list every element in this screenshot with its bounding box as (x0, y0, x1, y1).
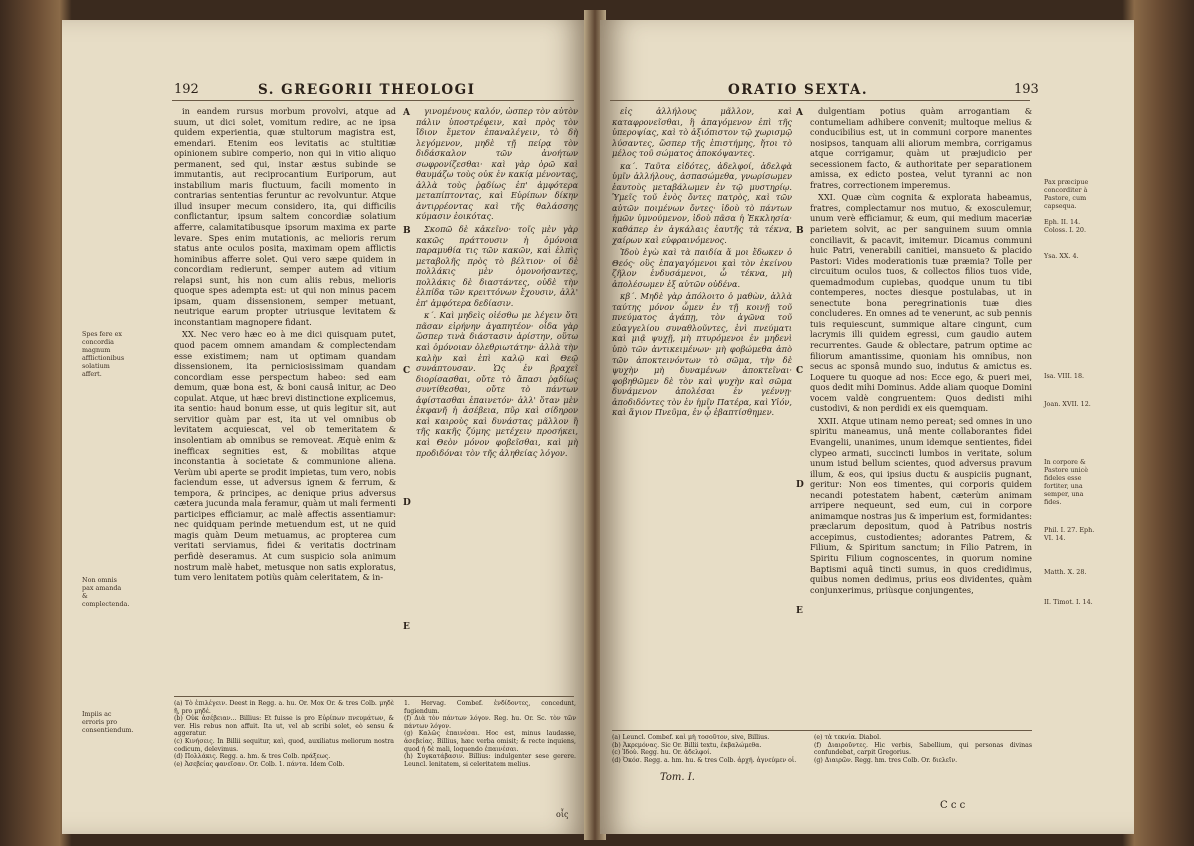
margin-note: Matth. X. 28. (1044, 568, 1087, 576)
footnote: (e) τὰ τεκνία. Diabol. (814, 734, 882, 741)
footnote: (g) Καλῶς ἐπαινέσαι. Hoc est, minus laudasse, ἀσεβείας. Billius, hæc verba omisit; & recte inquiens, quod ἡ δὲ mali, loquendo ἐπαινέσαι. (404, 730, 576, 753)
footnote: (b) Ἀκρεμόνας. Sic Or. Billii textu, ἐκβαλώμεθα. (612, 741, 762, 749)
paragraph: XXII. Atque utinam nemo pereat; sed omnes in uno spiritu maneamus, unâ mente collaborantes fidei Evangelii, unanimes, unum idemque sentientes, fidei clypeo armati, succincti lumbos in veritate, solum unum istud bellum scientes, quod adversus pravum illum, & eos, qui ipsius ductu & auspiciis pugnant, geritur: Non eos timentes, qui corporis quidem necandi potestatem habent, cæterùm animam arripere nequeunt, sed eum, cui in corpore animamque nostras jus & imperium est, formidantes: præclarum depositum, quod à Patribus nostris accepimus, custodientes; adorantes Patrem, & Filium, & Spiritum sanctum; in Filio Patrem, in Spiritu Filium cognoscentes, in quorum nomine Baptismi aquâ tincti sumus, in quos credidimus, quibus nomen dedimus, prius eos dividentes, quàm conjunxerimus, priùsque conjungentes, (810, 415, 1032, 595)
footnote: (d) Ὁκόσ. Regg. a. hm. hu. & tres Colb. ἀρχή. ἁγνεύμεν οἱ. (612, 756, 797, 764)
greek-column (416, 106, 578, 690)
greek-column (612, 106, 792, 726)
footnote: (a) Leuncl. Combef. καὶ μὴ τοσοῦτον, sive, Billius. (612, 734, 770, 741)
catchword: οἷς (556, 810, 569, 819)
margin-note: Joan. XVII. 12. (1044, 400, 1091, 408)
footnote: (c) Ἰδοὺ. Regg. hu. Or. ἀδελφοί. (612, 749, 712, 757)
footnote: (f) Διὰ τὸν πάντων λόγον. Reg. hu. Or. Sc. τὸν τῶν πάντων λόγον. (404, 715, 576, 730)
left-page (62, 20, 588, 834)
footnotes-left (174, 700, 394, 768)
line-letter: A (796, 108, 803, 118)
footnote: (h) Συγκατάβασιν. Billius: indulgenter sese gerere. Leuncl. lenitatem, si celeritatem melius. (404, 753, 576, 768)
paragraph: εἰς ἀλλήλους μᾶλλον, καὶ καταφρονεῖσθαι, ἢ ἀπαγόμενον ἐπὶ τῆς ὑπεροψίας, καὶ τὸ ἀξιόπιστον τῷ χωρισμῷ λύσαντες, ὥσπερ τῆς ἐπιστήμης, ἤτοι τὸ μέλος τοῦ σώματος ἀποκόψαντες. (612, 106, 792, 159)
footnote: (d) Πολλάκις. Regg. a. hm. & tres Colb. πράξεως. (174, 753, 331, 761)
running-head: S. GREGORII THEOLOGI (258, 82, 476, 98)
latin-column (810, 106, 1032, 726)
margin-note: Impiis ac erroris pro consentiendum. (82, 710, 134, 734)
margin-note: Ysa. XX. 4. (1044, 252, 1079, 260)
footnotes-left (612, 734, 802, 764)
header-rule (172, 100, 574, 101)
footnote: (c) Κινήσεις. In Billii sequitur, καὶ, quod, auxiliatus meliorum nostra codicum, delevimus. (174, 737, 394, 753)
footnote: (e) Ἀσεβείας φανεῖσαν. Or. Colb. 1. πάντα. Idem Colb. (174, 760, 345, 768)
paragraph: κα΄. Ταῦτα εἰδότες, ἀδελφοί, ἀδελφὰ ὑμῖν ἀλλήλους, ἀσπασώμεθα, γνωρίσωμεν ἑαυτοὺς μεταβάλωμεν ἐν τῷ μυστηρίῳ. Ὑμεῖς τοῦ ἑνὸς ὄντες πατρὸς, καὶ τῶν αὐτῶν ποιμένων ὄντες· ἰδοὺ τὸ πάντων ἡμῶν ὑμνούμενον, ἰδοὺ πᾶσα ἡ Ἐκκλησία· καθάπερ ἐν ἀγκάλαις ἑαυτῆς τὰ τέκνα, χαίρων καὶ εὐφραινόμενος. (612, 160, 792, 245)
footnote: (g) Διαιρῶν. Regg. hm. tres Colb. Or. διελεῖν. (814, 756, 958, 764)
margin-note: Pax præcipue concorditer à Pastore, cum capsequa. (1044, 178, 1089, 210)
margin-note: Eph. II. 14. Coloss. I. 20. (1044, 218, 1087, 234)
line-letter: E (796, 606, 803, 616)
right-page (600, 20, 1134, 834)
margin-note: Spes fere ex concordia magnum afflictionibus solatium affert. (82, 330, 125, 378)
margin-note: Non omnis pax amanda & complectenda. (82, 576, 130, 608)
page-number: 192 (174, 82, 199, 97)
paragraph: Σκοπῶ δὲ κἀκεῖνο· τοῖς μὲν γὰρ κακῶς πράττουσιν ἡ ὁμόνοια παραμυθία τις τῶν κακῶν, καὶ ἐλπὶς μεταβολῆς πρὸς τὸ βέλτιον· οἱ δὲ πολλάκις μὲν ὁμονοήσαντες, πολλάκις δὲ διαστάντες, οὐδὲ τὴν ἐλπίδα τῶν κρειττόνων ἔχουσιν, ἀλλ' ἐπ' ἀμφότερα δεδίασιν. (416, 224, 578, 308)
footnotes-right (404, 700, 576, 768)
paragraph: dulgentiam potius quàm arrogantiam & contumeliam adhibere convenit; multoque melius & conducibilius est, ut in communi corpore manentes nosipsos, tanquam alii aliorum membra, corrigamus atque corrigamur, quàm ut præjudicio per secessionem facto, & authoritate per separationem amissa, ex edicto postea, velut tyranni ac non fratres, correctionem imperemus. (810, 106, 1032, 190)
margin-note: Phil. I. 27. Eph. VI. 14. (1044, 526, 1095, 542)
line-letter: D (796, 480, 804, 490)
margin-note: Isa. VIII. 18. (1044, 372, 1085, 380)
latin-column (174, 106, 396, 690)
paragraph: XXI. Quæ cùm cognita & explorata habeamus, fratres, complectamur nos mutuo, & exosculemur, unum verè efficiamur, & eum, qui medium maceriæ parietem solvit, ac per sanguinem suum omnia conciliavit, & pacavit, imitemur. Dicamus communi huic Patri, venerabili canitiei, mansueto & placido Pastori: Vides moderationis tuæ præmia? Tolle per circuitum oculos tuos, & collectos filios tuos vide, quemadmodum cupiebas, quodque unum tu tibi contemperes, noctes diesque postulabas, ut in senectute bona peregrinationis tuæ dies concluderes. En omnes ad te venerunt, ac sub pennis tuis requiescunt, summique altare cingunt, cum lacrymis illi quidem egressi, cum gaudio autem recurrentes. Gaude & oblectare, patrum optime ac filiorum amantissime, quoniam his omnibus, non secus ac sponsâ mundo suo, indutus & amictus es. Loquere tu quoque ad nos: Ecce ego, & pueri mei, quos dedit mihi Dominus. Adde aliam quoque Domini vocem valdè congruentem: Quos dedisti mihi custodivi, & non perdidi ex eis quemquam. (810, 192, 1032, 414)
running-head: ORATIO SEXTA. (728, 82, 869, 98)
footnote: (f) Διαιροῦντες. Hic verbis, Sabellium, qui personas divinas confundebat, carpit Gregorius. (814, 741, 1032, 757)
signature-mark: C c c (940, 800, 966, 811)
line-letter: A (403, 108, 410, 118)
paragraph: XX. Nec vero hæc eo à me dici quisquam putet, quod pacem omnem amandam & complectendam esse existimem; nam ut optimam quandam dissensionem, ita perniciosissimam quandam concordiam esse perspectum habeo: sed eam demum, quæ bona est, & boni causâ initur, ac Deo copulat. Atque, ut hæc brevi distinctione explicemus, ita sentio: haud bonum esse, ut quis legitur sit, aut servitior quàm par est, ita ut vel omnibus ob levitatem acquiescat, vel ob temeritatem & insolentiam ab omnibus se removeat. Æquè enim & inefficax segnities est, & mobilitas atque inconstantia à societate & communione aliena. Verùm ubi aperte se prodit impietas, tum vero, nobis faciendum esse, ut adversus ignem & ferrum, & tempora, & principes, ac denique prius adversus cætera jucunda mala feramur, quàm ut mali fermenti participes efficiamur, ac malè affectis assentiamur: nec quidquam perinde metuendum est, ut ne quid magis quàm Deum metuamus, ac propterea cum veritati serviamus, fidei & veritatis doctrinam perfidè deseramus. At cum suspicio sola animum nostrum malè habet, metusque non satis exploratus, tum vero lenitatem potiùs quàm celeritatem, & in- (174, 329, 396, 583)
line-letter: B (796, 226, 804, 236)
line-letter: D (403, 498, 411, 508)
paragraph: γινομένους καλόν, ὡσπερ τὸν αὐτὸν πάλιν ὑποστρέφειν, καὶ πρὸς τὸν ἴδιον ἔμετον ἐπαναλέγειν, τὸ δὴ λεγόμενον, μηδὲ τῇ πείρᾳ τὸν διδάσκαλον τῶν ἀνοήτων σωφρονίζεσθαι· καὶ γὰρ ὁρῶ καὶ θαυμάζω τοὺς οὐκ ἐν κακίᾳ μένοντας, ἀλλὰ τοὺς ῥᾳδίως ἐπ' ἀμφότερα μεταπίπτοντας, καὶ Εὐρίπων δίκην ἀντιρρέοντας καὶ τῆς θαλάσσης κύμασιν ἐοικότας. (416, 106, 578, 222)
footnote-rule (612, 730, 1032, 731)
footnote-rule (174, 696, 574, 697)
line-letter: B (403, 226, 411, 236)
line-letter: E (403, 622, 410, 632)
paragraph: Ἰδοὺ ἐγὼ καὶ τὰ παιδία ἅ μοι ἔδωκεν ὁ Θεός· οὓς ἐπαγαγόμενοι καὶ τὸν ἐκείνου ζῆλον ἐνδυσάμενοι, ὦ τέκνα, μὴ ἀπολέσωμεν ἐξ αὐτῶν οὐδένα. (612, 247, 792, 289)
line-letter: C (403, 366, 411, 376)
margin-note: II. Timot. I. 14. (1044, 598, 1093, 606)
footnote: (b) Οὐκ ἀσέβειαν... Billius: Et fuisse is pro Εὐρίπων πνευμάτων, & ver. His rebus non affuit. Ita ut, vel ab scribi solet, eò sensu & aggeratur. (174, 715, 394, 738)
paragraph: κ΄. Καὶ μηδεὶς οἰέσθω με λέγειν ὅτι πᾶσαν εἰρήνην ἀγαπητέον· οἶδα γὰρ ὥσπερ τινὰ διάστασιν ἀρίστην, οὕτω καὶ ὁμόνοιαν ὀλεθριωτάτην· ἀλλὰ τὴν καλὴν καὶ ἐπὶ καλῷ καὶ Θεῷ συνάπτουσαν. Ὡς ἐν βραχεῖ διορίσασθαι, οὔτε τὸ ἅπασι ῥᾳδίως συντίθεσθαι, οὔτε τὸ πάντων ἀφίστασθαι ἐπαινετόν· ἀλλ' ὅταν μὲν ἐκφανῆ ἡ ἀσέβεια, πῦρ καὶ σίδηρον καὶ καιροὺς καὶ δυνάστας μᾶλλον ἢ τῆς κακῆς ζύμης μετέχειν προσήκει, καὶ Θεὸν μόνον φοβεῖσθαι, καὶ μὴ προδιδόναι τὸν τῆς ἀληθείας λόγον. (416, 310, 578, 458)
margin-note: In corpore & Pastore unicè fideles esse fortiter, una semper, una fides. (1044, 458, 1089, 506)
footnote: 1. Hervag. Combef. ἐνδίδοντες, concedunt, fugiendum. (404, 700, 576, 715)
page-number: 193 (1014, 82, 1039, 97)
footnote: (a) Τὸ ἐπιλέγειν. Deest in Regg. a. hu. Or. Mox Or. & tres Colb. μηδὲ ἢ, pro μηδέ. (174, 700, 394, 715)
header-rule (610, 100, 1030, 101)
volume-label: Tom. I. (660, 772, 695, 783)
paragraph: in eandem rursus morbum provolvi, atque ad suum, ut dici solet, vomitum redire, ac ne ipsa quidem experientia, quæ stultorum magistra est, emendari. Etenim eos levitatis ac stultitiæ opinionem subire comperio, non qui in vitio aliquo permanent, sed qui, instar æstus subinde se immutantis, aut reciprocantium Euriporum, aut instabilium maris fluctuum, facili momento in contrarias sententias feruntur ac revolvuntur. Atque illud insuper mecum considero, ita, qui difficilis conflictantur, ipsum saltem concordiæ solatium afferre, calamitatibusque ipsorum maxima ex parte levare. Spes enim mutationis, ac melioris rerum status ante oculos posita, maximam opem afflictis hominibus afferre solet. Qui vero sæpe quidem in concordiam redierunt, semper autem ad vitium relapsi sunt, his non cum aliis rebus, melioris quoque spes adempta est: ut qui non minus pacem ipsam, quam dissensionem, semper metuant, neutrique earum propter utriusque levitatem & inconstantiam magnopere fidant. (174, 106, 396, 327)
footnotes-right (814, 734, 1032, 764)
paragraph: κβ΄. Μηδὲ γὰρ ἀπόλοιτο ὁ μαθὼν, ἀλλὰ ταύτης μόνον ὦμεν ἐν τῇ κοινῇ τοῦ πνεύματος ἀγάπῃ, τὸν ἀγῶνα τοῦ εὐαγγελίου συναθλοῦντες, ἑνὶ πνεύματι καὶ μιᾷ ψυχῇ, μὴ πτυρόμενοι ἐν μηδενὶ ὑπὸ τῶν ἀντικειμένων· μὴ φοβώμεθα ἀπὸ τῶν ἀποκτεινόντων τὸ σῶμα, τὴν δὲ ψυχὴν μὴ δυναμένων ἀποκτεῖναι· φοβηθῶμεν δὲ τὸν καὶ ψυχὴν καὶ σῶμα δυνάμενον ἀπολέσαι ἐν γεέννῃ· ἀποδιδόντες τὸν ἐν ἡμῖν Πατέρα, καὶ Υἱόν, καὶ ἅγιον Πνεῦμα, ἐν ᾧ ἐβαπτίσθημεν. (612, 291, 792, 418)
line-letter: C (796, 366, 804, 376)
